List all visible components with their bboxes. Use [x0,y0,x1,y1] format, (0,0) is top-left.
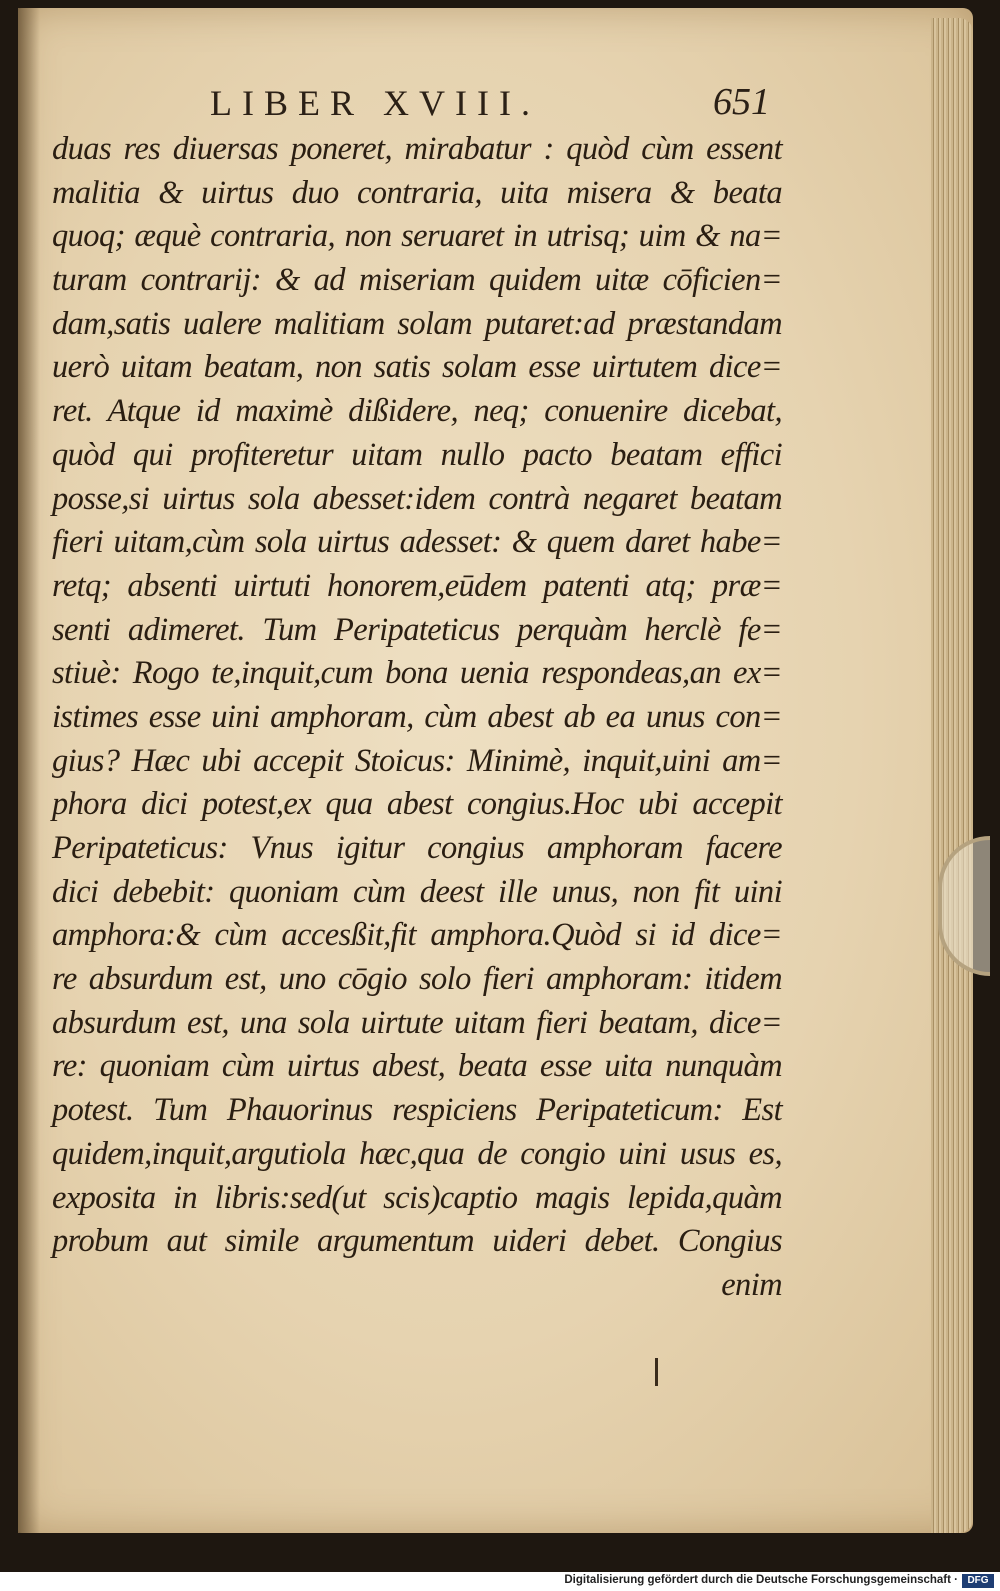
text-line: re: quoniam cùm uirtus abest, beata esse uita nunquàm [52,1048,782,1085]
page-edges [931,18,973,1533]
catchword: enim [721,1266,782,1303]
running-head: LIBER XVIII. [210,83,540,123]
text-line: ret. Atque id maximè dißidere, neq; conuenire dicebat, [52,393,782,430]
text-line: uerò uitam beatam, non satis solam esse uirtutem dice= [52,349,782,386]
text-line: malitia & uirtus duo contraria, uita misera & beata [52,174,782,211]
text-line: quoq; æquè contraria, non seruaret in utrisq; uim & na= [52,218,782,255]
text-line: phora dici potest,ex qua abest congius.Hoc ubi accepit [52,786,782,823]
text-line: Peripateticus: Vnus igitur congius amphoram facere [52,830,782,866]
text-line: absurdum est, una sola uirtute uitam fieri beatam, dice= [52,1004,782,1041]
funding-credit: Digitalisierung gefördert durch die Deutsche Forschungsgemeinschaft · [564,1574,958,1586]
ink-mark [655,1358,658,1386]
page-gutter [18,8,40,1533]
text-line: gius? Hæc ubi accepit Stoicus: Minimè, inquit,uini am= [52,742,782,779]
dfg-logo[interactable]: DFG [962,1574,994,1588]
text-line: re absurdum est, uno cōgio solo fieri amphoram: itidem [52,961,782,998]
text-line: turam contrarij: & ad miseriam quidem uitæ cōficien= [52,262,782,299]
text-line: posse,si uirtus sola abesset:idem contrà negaret beatam [52,480,782,517]
text-line: senti adimeret. Tum Peripateticus perquàm herclè fe= [52,611,782,648]
text-line: istimes esse uini amphoram, cùm abest ab ea unus con= [52,698,782,735]
page-number: 651 [713,81,770,123]
text-line: amphora:& cùm accesßit,fit amphora.Quòd si id dice= [52,917,782,954]
text-line: probum aut simile argumentum uideri debet. Congius [52,1223,782,1260]
text-line: stiuè: Rogo te,inquit,cum bona uenia respondeas,an ex= [52,655,782,692]
text-line: dici debebit: quoniam cùm deest ille unus, non fit uini [52,873,782,910]
text-line: potest. Tum Phauorinus respiciens Peripateticum: Est [52,1092,782,1129]
body-text [52,128,782,1308]
text-line: quidem,inquit,argutiola hæc,qua de congio uini usus es, [52,1135,782,1172]
text-line: quòd qui profiteretur uitam nullo pacto beatam effici [52,436,782,473]
text-line: dam,satis ualere malitiam solam putaret:ad præstandam [52,305,782,342]
text-line: fieri uitam,cùm sola uirtus adesset: & quem daret habe= [52,524,782,561]
page-header [210,82,770,126]
text-line: duas res diuersas poneret, mirabatur : quòd cùm essent [52,131,782,167]
text-line: exposita in libris:sed(ut scis)captio magis lepida,quàm [52,1179,782,1216]
text-line: retq; absenti uirtuti honorem,eūdem patenti atq; præ= [52,567,782,604]
